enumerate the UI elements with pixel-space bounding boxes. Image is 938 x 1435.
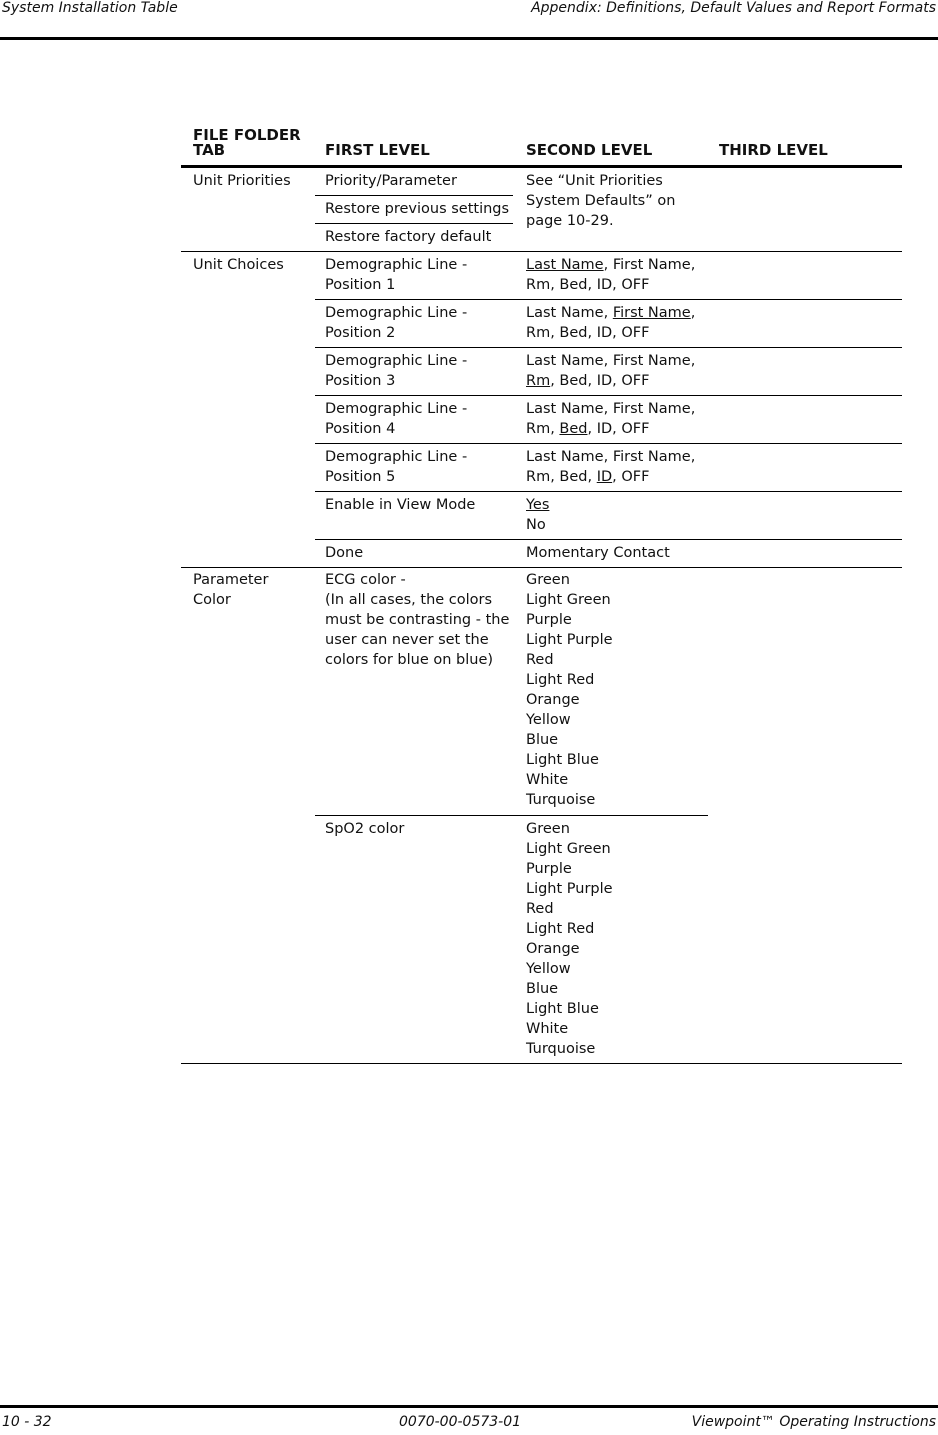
- color-option: Orange: [526, 692, 580, 708]
- second-level-momentary-contact: Momentary Contact: [526, 545, 670, 561]
- option: First Name: [612, 353, 691, 369]
- color-option: Blue: [526, 732, 559, 748]
- default-option: Rm: [526, 373, 551, 389]
- first-level-spo2-color: SpO2 color: [325, 821, 405, 837]
- second-level-enable-view-mode: [526, 495, 549, 535]
- option: OFF: [621, 469, 650, 485]
- option: First Name: [612, 257, 691, 273]
- text-line: Position 2: [325, 325, 396, 341]
- option: OFF: [621, 325, 650, 341]
- section-divider: [181, 567, 902, 568]
- color-option: Yellow: [526, 712, 571, 728]
- color-option: Red: [526, 901, 554, 917]
- color-option: Red: [526, 652, 554, 668]
- first-level-demographic-2: [325, 303, 467, 343]
- row-divider: [315, 443, 902, 444]
- default-option: Bed: [559, 421, 588, 437]
- option: Rm: [526, 277, 551, 293]
- color-option: Light Red: [526, 921, 595, 937]
- table-bottom-rule: [181, 1063, 902, 1064]
- first-level-ecg-color: [325, 570, 509, 670]
- default-option: First Name: [612, 305, 691, 321]
- text-line: System Defaults” on: [526, 193, 676, 209]
- text-line: Position 4: [325, 421, 396, 437]
- tab-unit-choices: Unit Choices: [193, 257, 284, 273]
- color-option: Purple: [526, 612, 572, 628]
- option: Last Name: [526, 305, 604, 321]
- page-number: 10 - 32: [2, 1414, 52, 1430]
- option: Rm: [526, 421, 551, 437]
- second-level-unit-priorities-ref: [526, 171, 675, 231]
- document-number: 0070-00-0573-01: [399, 1414, 522, 1430]
- option: Bed: [559, 469, 588, 485]
- col-header-third-level: THIRD LEVEL: [719, 141, 828, 159]
- option: Bed: [559, 277, 588, 293]
- text-line: Demographic Line -: [325, 353, 468, 369]
- row-divider: [315, 815, 708, 816]
- section-divider: [181, 251, 902, 252]
- first-level-demographic-5: [325, 447, 467, 487]
- footer-rule: [0, 1405, 938, 1408]
- option: ID: [596, 277, 613, 293]
- text-line: ECG color -: [325, 572, 406, 588]
- color-option: Turquoise: [526, 1041, 596, 1057]
- color-option: Green: [526, 821, 570, 837]
- text-line: Position 3: [325, 373, 396, 389]
- color-option: Yellow: [526, 961, 571, 977]
- color-option: White: [526, 1021, 569, 1037]
- option: First Name: [612, 449, 691, 465]
- text-line: Position 5: [325, 469, 396, 485]
- option: No: [526, 517, 546, 533]
- option: ID: [596, 373, 613, 389]
- row-divider: [315, 395, 902, 396]
- text-line: page 10-29.: [526, 213, 614, 229]
- col-header-line: FILE FOLDER: [193, 126, 301, 144]
- text-line: user can never set the: [325, 632, 489, 648]
- default-option: ID: [596, 469, 613, 485]
- color-option: Light Purple: [526, 881, 613, 897]
- second-level-demographic-1: Last Name, First Name, Rm, Bed, ID, OFF: [526, 257, 696, 293]
- first-level-demographic-1: [325, 255, 467, 295]
- option: Bed: [559, 325, 588, 341]
- first-level-restore-previous: Restore previous settings: [325, 201, 510, 217]
- row-divider: [315, 539, 902, 540]
- col-header-file-folder-tab: [193, 128, 301, 158]
- table-header-rule: [181, 165, 902, 168]
- option: Bed: [559, 373, 588, 389]
- color-option: Purple: [526, 861, 572, 877]
- row-divider: [315, 223, 513, 224]
- text-line: Demographic Line -: [325, 401, 468, 417]
- text-line: Parameter: [193, 572, 269, 588]
- document-title: Viewpoint™ Operating Instructions: [691, 1414, 936, 1430]
- running-header-right: Appendix: Definitions, Default Values and Report Formats: [531, 0, 936, 16]
- col-header-first-level: FIRST LEVEL: [325, 141, 430, 159]
- option: First Name: [612, 401, 691, 417]
- option: Rm: [526, 469, 551, 485]
- color-option: Light Red: [526, 672, 595, 688]
- default-option: Yes: [526, 497, 550, 513]
- tab-parameter-color: [193, 570, 268, 610]
- second-level-demographic-2: Last Name, First Name, Rm, Bed, ID, OFF: [526, 305, 696, 341]
- row-divider: [315, 195, 513, 196]
- color-option: Light Green: [526, 592, 611, 608]
- option: Last Name: [526, 401, 604, 417]
- text-line: Color: [193, 592, 231, 608]
- text-line: Demographic Line -: [325, 305, 468, 321]
- option: Rm: [526, 325, 551, 341]
- color-option: Green: [526, 572, 570, 588]
- running-header-left: System Installation Table: [2, 0, 178, 16]
- text-line: Demographic Line -: [325, 257, 468, 273]
- first-level-restore-factory: Restore factory default: [325, 229, 492, 245]
- first-level-demographic-4: [325, 399, 467, 439]
- text-line: Position 1: [325, 277, 396, 293]
- color-option: Light Blue: [526, 1001, 599, 1017]
- option: Last Name: [526, 353, 604, 369]
- header-rule: [0, 37, 938, 40]
- option: OFF: [621, 373, 650, 389]
- second-level-ecg-color-list: [526, 570, 613, 810]
- second-level-demographic-4: Last Name, First Name, Rm, Bed, ID, OFF: [526, 401, 696, 437]
- col-header-second-level: SECOND LEVEL: [526, 141, 653, 159]
- tab-unit-priorities: Unit Priorities: [193, 173, 291, 189]
- color-option: Light Purple: [526, 632, 613, 648]
- row-divider: [315, 491, 902, 492]
- color-option: Blue: [526, 981, 559, 997]
- option: ID: [596, 325, 613, 341]
- text-line: Demographic Line -: [325, 449, 468, 465]
- col-header-line: TAB: [193, 141, 226, 159]
- option: OFF: [621, 421, 650, 437]
- color-option: Light Green: [526, 841, 611, 857]
- second-level-spo2-color-list: [526, 819, 613, 1059]
- color-option: Orange: [526, 941, 580, 957]
- color-option: Light Blue: [526, 752, 599, 768]
- first-level-priority-parameter: Priority/Parameter: [325, 173, 457, 189]
- second-level-demographic-3: Last Name, First Name, Rm, Bed, ID, OFF: [526, 353, 696, 389]
- first-level-done: Done: [325, 545, 364, 561]
- default-option: Last Name: [526, 257, 604, 273]
- row-divider: [315, 347, 902, 348]
- second-level-demographic-5: Last Name, First Name, Rm, Bed, ID, OFF: [526, 449, 696, 485]
- text-line: colors for blue on blue): [325, 652, 494, 668]
- first-level-enable-view-mode: Enable in View Mode: [325, 497, 476, 513]
- option: Last Name: [526, 449, 604, 465]
- first-level-demographic-3: [325, 351, 467, 391]
- color-option: Turquoise: [526, 792, 596, 808]
- color-option: White: [526, 772, 569, 788]
- text-line: must be contrasting - the: [325, 612, 510, 628]
- text-line: See “Unit Priorities: [526, 173, 663, 189]
- option: ID: [596, 421, 613, 437]
- row-divider: [315, 299, 902, 300]
- option: OFF: [621, 277, 650, 293]
- text-line: (In all cases, the colors: [325, 592, 493, 608]
